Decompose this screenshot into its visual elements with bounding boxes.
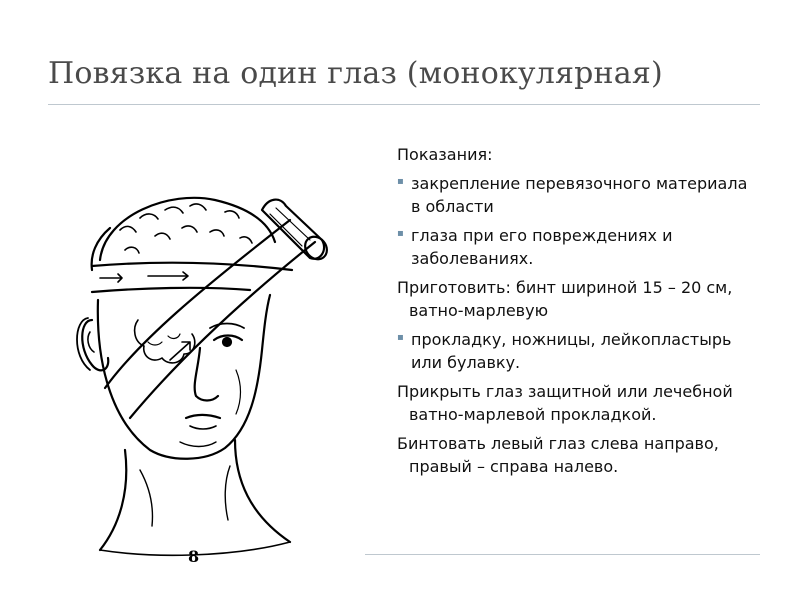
bandage-illustration [30,170,365,570]
bullet-icon: ▪ [397,176,404,187]
list-item-text: глаза при его повреждениях и заболеваниях. [411,226,673,268]
bullet-icon: ▪ [397,228,404,239]
cover-paragraph: Прикрыть глаз защитной или лечебной ватно-марлевой прокладкой. [397,382,733,424]
list-item [397,328,757,374]
indications-heading: Показания: [397,145,493,164]
list-item [397,224,757,270]
bottom-divider [365,554,760,555]
list-item-text: прокладку, ножницы, лейкопластырь или булавку. [411,330,732,372]
figure-label: 8 [188,547,200,566]
title-divider [48,104,760,105]
prepare-paragraph: Приготовить: бинт шириной 15 – 20 см, ватно-марлевую [397,278,733,320]
bullet-icon: ▪ [397,332,404,343]
list-item-text: закрепление перевязочного материала в области [411,174,748,216]
list-item [397,172,757,218]
bandage-paragraph: Бинтовать левый глаз слева направо, правый – справа налево. [397,434,719,476]
slide-title: Повязка на один глаз (монокулярная) [48,56,663,91]
indications-text [397,143,757,484]
